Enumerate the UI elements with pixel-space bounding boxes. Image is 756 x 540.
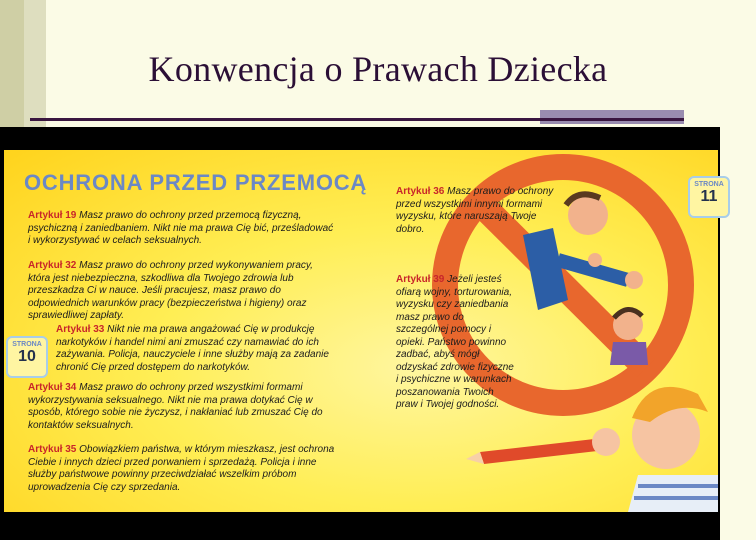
article-39: [396, 274, 514, 412]
article-text: Masz prawo do ochrony przed wykonywaniem pracy, która jest niebezpieczna, szkodliwa dla Twojego zdrowia lub przeszkadza Ci w nauce. Jeśli pracujesz, masz prawo do odpowiednich warunków pracy (bezpieczeństwa i higieny) oraz sprawiedliwej zapłaty.: [28, 260, 313, 321]
article-text: Obowiązkiem państwa, w którym mieszkasz, jest ochrona Ciebie i innych dzieci przed porwaniem i sprzedażą. Policja i inne służby państwowe powinny przeciwdziałać wszelkim próbom uprowadzenia Cię czy sprzedania.: [28, 444, 335, 493]
badge-number: 10: [18, 348, 36, 365]
title-underline: [30, 118, 684, 121]
article-34: [28, 382, 336, 432]
article-19: [28, 210, 336, 248]
article-32: [28, 260, 336, 323]
article-label: Artykuł 35: [28, 444, 77, 455]
article-text: Nikt nie ma prawa angażować Cię w produkcję narkotyków i handel nimi ani zmuszać czy namawiać do ich zażywania. Policja, nauczyciele i inne służby mają za zadanie chronić Cię przed dostępem do narkotyków.: [56, 324, 329, 373]
badge-label: STRONA: [12, 341, 42, 348]
article-label: Artykuł 32: [28, 260, 77, 271]
badge-label: STRONA: [694, 181, 724, 188]
article-label: Artykuł 33: [56, 324, 105, 335]
article-text: Masz prawo do ochrony przed wszystkimi formami wykorzystywania seksualnego. Nikt nie ma prawa dotykać Cię w sposób, którego sobie nie życzysz, i nakłaniać lub zmuszać Cię do kontaktów seksualnych.: [28, 382, 323, 431]
article-label: Artykuł 34: [28, 382, 77, 393]
article-label: Artykuł 36: [396, 186, 445, 197]
slide-title: Konwencja o Prawach Dziecka: [148, 49, 608, 89]
article-36: [396, 186, 564, 236]
article-33: [56, 324, 338, 374]
booklet-page: [4, 150, 724, 512]
article-35: [28, 444, 336, 494]
article-text: Masz prawo do ochrony przed wszystkimi innymi formami wyzysku, które naruszają Twoje dobro.: [396, 186, 554, 235]
page-number-badge-left: [6, 336, 48, 378]
article-label: Artykuł 19: [28, 210, 77, 221]
badge-number: 11: [700, 188, 718, 205]
title-accent-bar: [540, 110, 684, 124]
article-label: Artykuł 39: [396, 274, 445, 285]
article-text: Jeżeli jesteś ofiarą wojny, torturowania, wyzysku czy zaniedbania masz prawo do szczególnej pomocy i opieki. Państwo powinno zadbać, abyś mógł odzyskać zdrowie fizyczne i psychiczne w warunkach poszanowania Twoich praw i Twojej godności.: [396, 274, 514, 410]
article-text: Masz prawo do ochrony przed przemocą fizyczną, psychiczną i zaniedbaniem. Nikt nie ma prawa Cię bić, prześladować i wykorzystywać w celach seksualnych.: [28, 210, 334, 246]
page-heading: OCHRONA PRZED PRZEMOCĄ: [24, 170, 368, 195]
